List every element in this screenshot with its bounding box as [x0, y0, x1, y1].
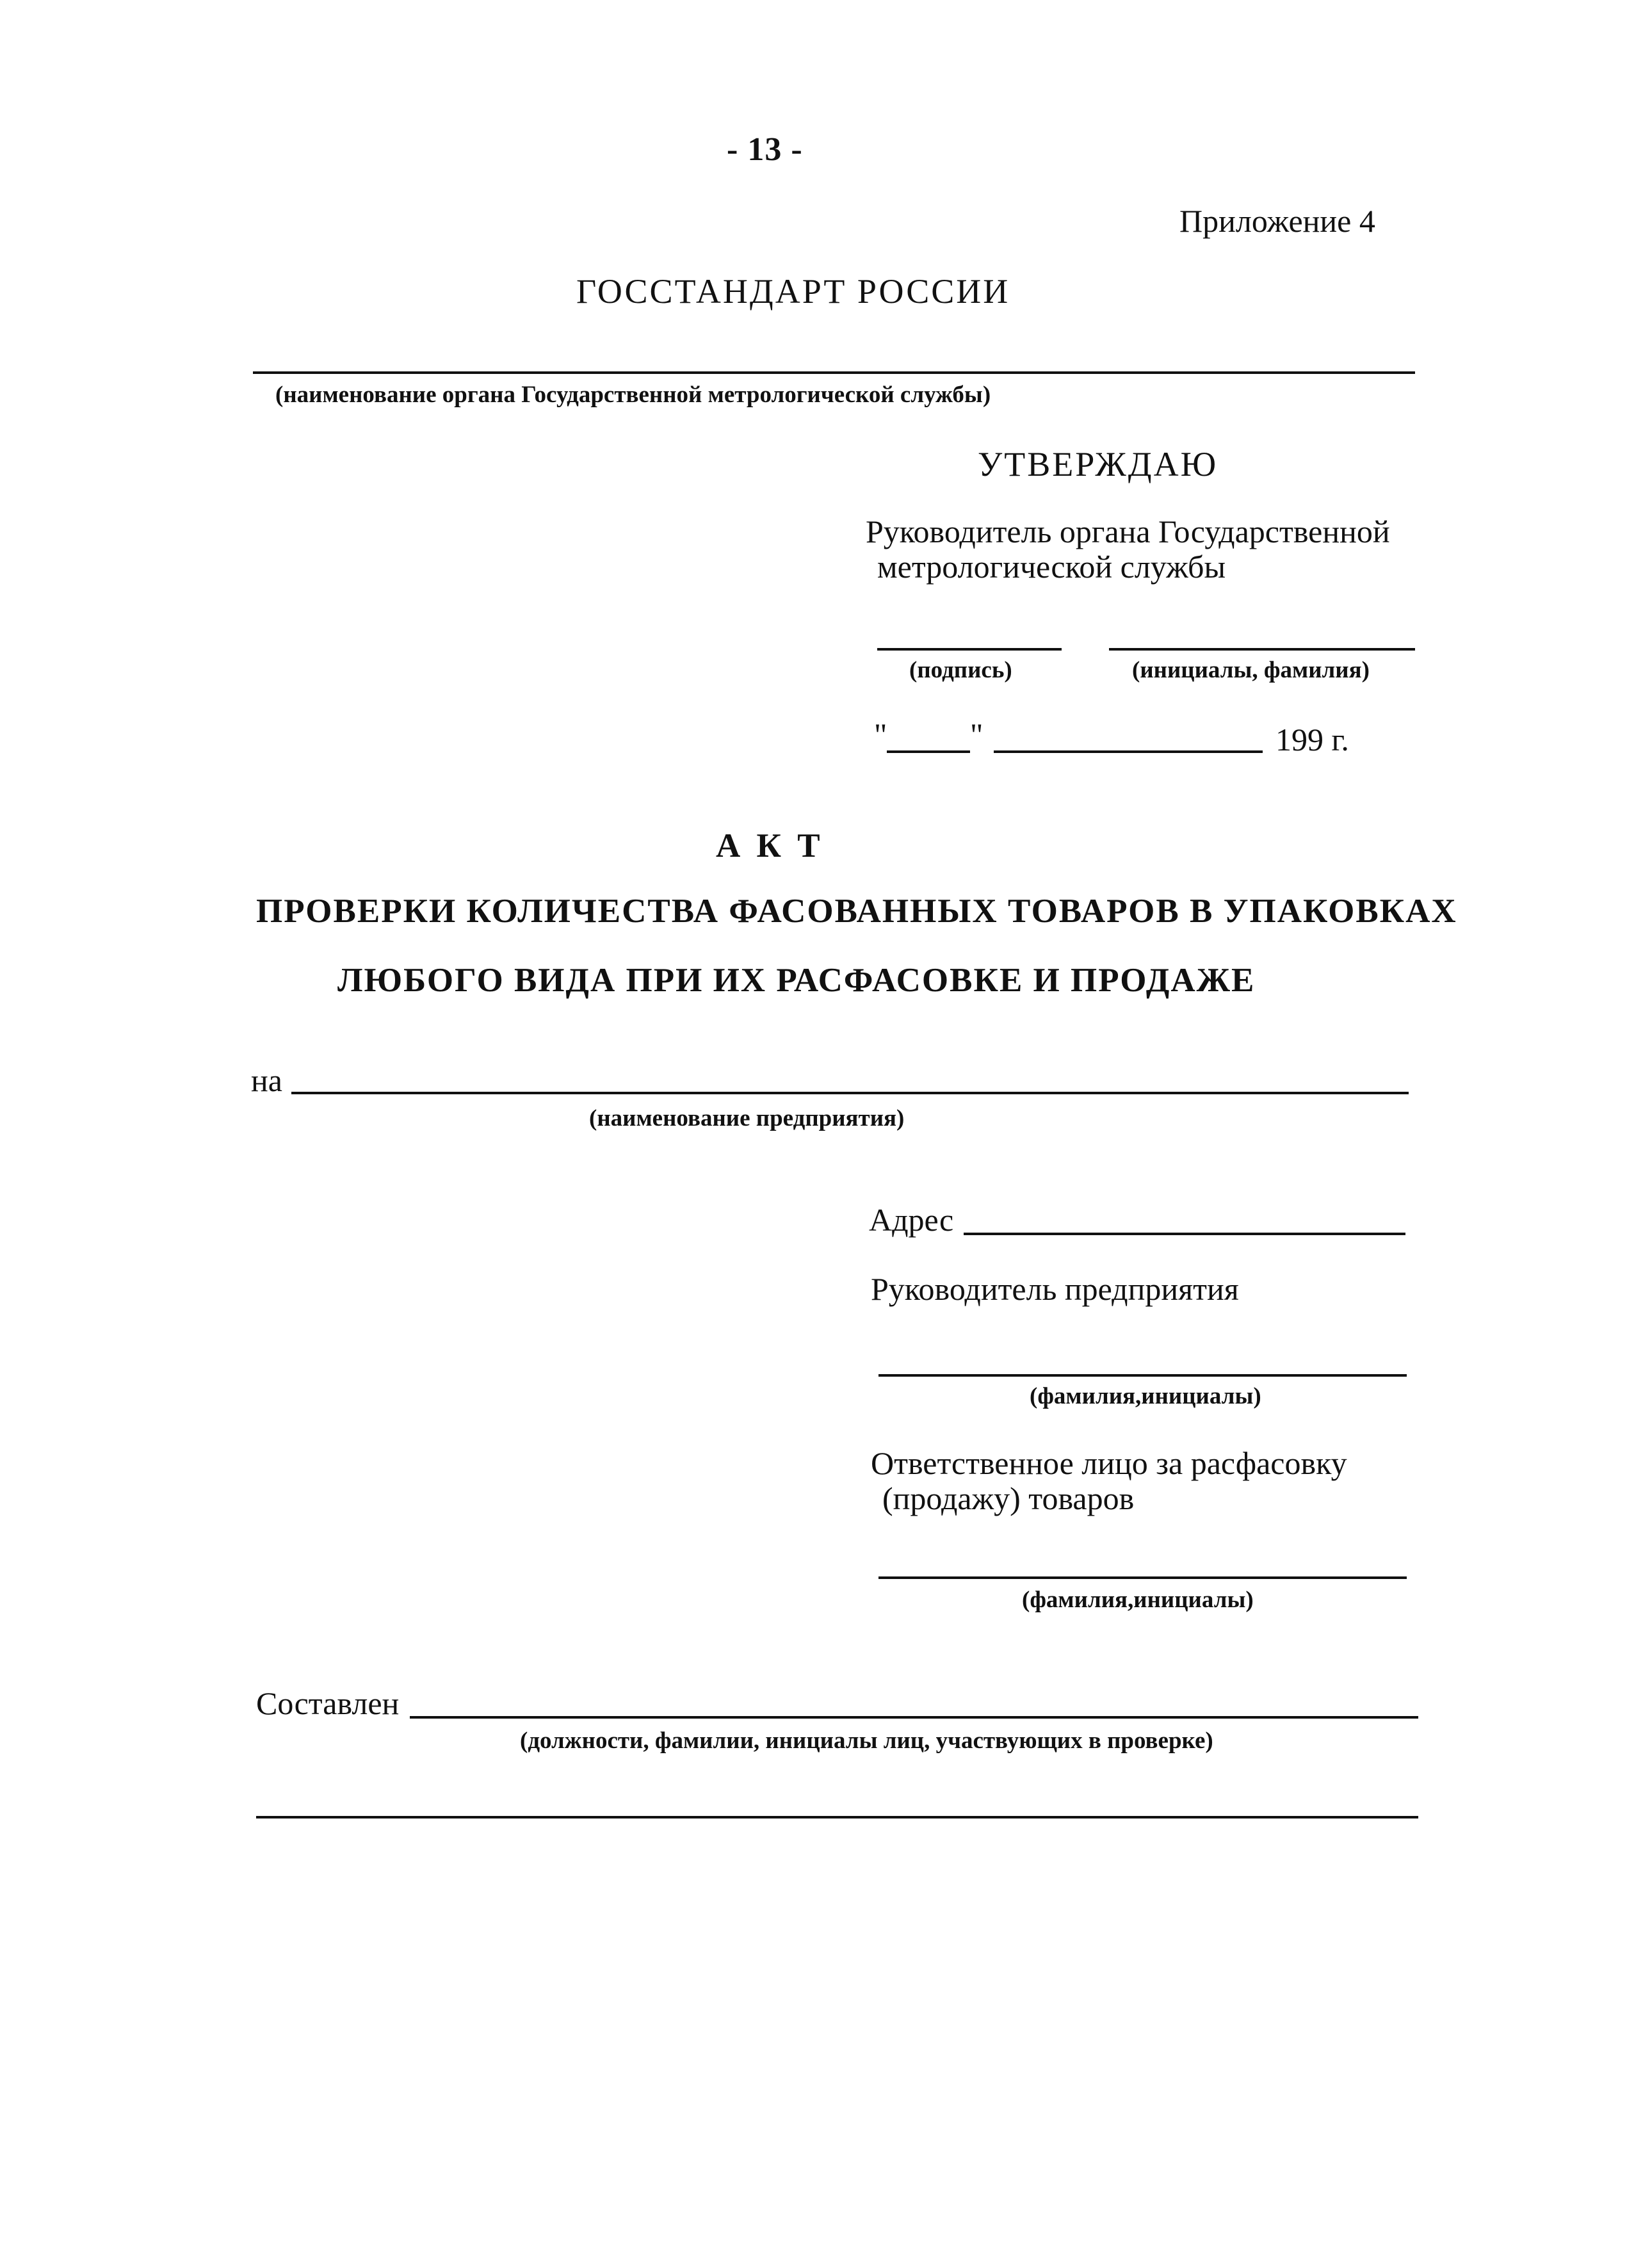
act-title-line1: ПРОВЕРКИ КОЛИЧЕСТВА ФАСОВАННЫХ ТОВАРОВ В УПАКОВКАХ — [256, 893, 1457, 930]
head-of-enterprise-line[interactable] — [878, 1374, 1407, 1377]
agency-name: ГОССТАНДАРТ РОССИИ — [576, 272, 1010, 311]
date-day-line[interactable] — [887, 750, 970, 753]
approval-heading: УТВЕРЖДАЮ — [978, 445, 1218, 483]
head-of-enterprise-caption: (фамилия,инициалы) — [1030, 1383, 1261, 1409]
date-open-quote: " — [874, 717, 887, 752]
enterprise-name-caption: (наименование предприятия) — [589, 1105, 905, 1131]
compiled-caption: (должности, фамилии, инициалы лиц, участвующих в проверке) — [520, 1728, 1213, 1754]
address-label: Адрес — [869, 1202, 954, 1238]
approval-position-line1: Руководитель органа Государственной — [866, 514, 1390, 549]
act-heading: А К Т — [716, 827, 824, 864]
enterprise-prefix: на — [251, 1062, 282, 1098]
compiled-label: Составлен — [256, 1685, 400, 1721]
head-of-enterprise-label: Руководитель предприятия — [871, 1271, 1239, 1307]
approver-name-caption: (инициалы, фамилия) — [1132, 657, 1370, 683]
enterprise-name-line[interactable] — [291, 1092, 1409, 1094]
date-month-line[interactable] — [994, 750, 1263, 753]
approver-name-line[interactable] — [1109, 648, 1415, 651]
compiled-continuation-line[interactable] — [256, 1816, 1418, 1818]
responsible-label-line1: Ответственное лицо за расфасовку — [871, 1445, 1347, 1481]
signature-line[interactable] — [877, 648, 1062, 651]
organ-name-line[interactable] — [253, 371, 1415, 374]
appendix-label: Приложение 4 — [1179, 203, 1375, 239]
date-year: 199 г. — [1275, 722, 1349, 757]
responsible-person-caption: (фамилия,инициалы) — [1022, 1587, 1254, 1613]
address-line[interactable] — [964, 1233, 1405, 1235]
responsible-person-line[interactable] — [878, 1576, 1407, 1579]
date-close-quote: " — [970, 717, 983, 752]
compiled-line[interactable] — [410, 1716, 1418, 1719]
responsible-label-line2: (продажу) товаров — [882, 1480, 1135, 1516]
signature-caption: (подпись) — [909, 657, 1012, 683]
approval-position-line2: метрологической службы — [877, 549, 1226, 585]
act-title-line2: ЛЮБОГО ВИДА ПРИ ИХ РАСФАСОВКЕ И ПРОДАЖЕ — [337, 962, 1256, 999]
page-number: - 13 - — [727, 131, 803, 168]
organ-name-caption: (наименование органа Государственной метрологической службы) — [275, 382, 991, 408]
